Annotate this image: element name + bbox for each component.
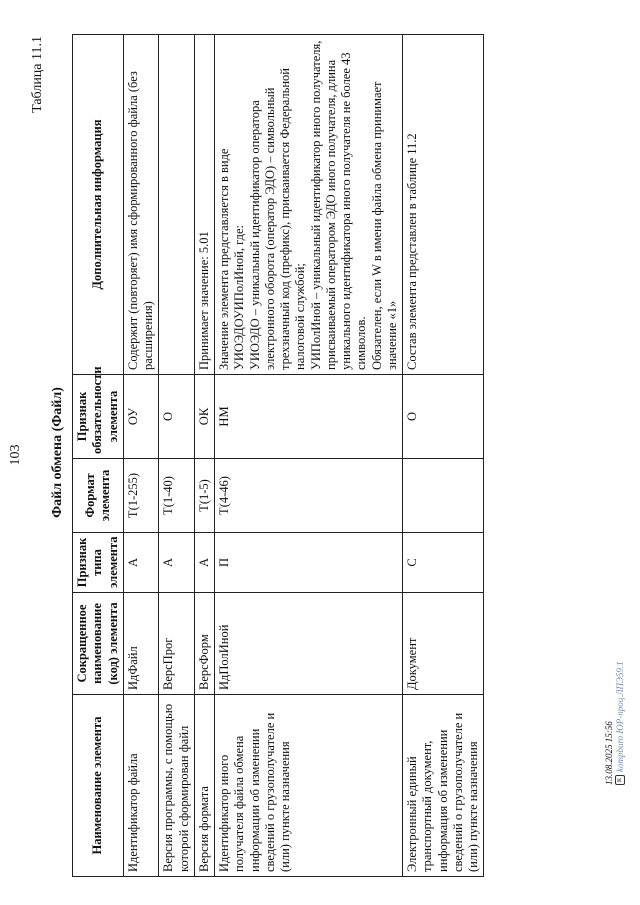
cell-format: T(4-46) — [215, 459, 403, 533]
cell-format — [403, 459, 484, 533]
file-exchange-table — [72, 34, 484, 877]
cell-type: А — [159, 533, 195, 593]
kompburo-logo-icon: К — [615, 775, 625, 785]
cell-required: О — [159, 375, 195, 459]
table-label: Таблица 11.1 — [30, 36, 45, 113]
cell-code: ВерсПрог — [159, 593, 195, 695]
cell-code: Документ — [403, 593, 484, 695]
table-row — [159, 35, 195, 877]
cell-required: О — [403, 375, 484, 459]
cell-required: ОК — [194, 375, 214, 459]
table-row — [215, 35, 403, 877]
cell-extra — [159, 35, 195, 375]
print-footer — [604, 661, 626, 785]
cell-name: Идентификатор иного получателя файла обмена информации об изменении сведений о грузополучателе и (или) пункте назначения — [215, 695, 403, 877]
header-code: Сокращенное наименование (код) элемента — [73, 593, 124, 695]
cell-name: Версия программы, с помощью которой сформирован файл — [159, 695, 195, 877]
header-extra: Дополнительная информация — [73, 35, 124, 375]
cell-type: П — [215, 533, 403, 593]
cell-extra: Принимает значение: 5.01 — [194, 35, 214, 375]
cell-extra: Содержит (повторяет) имя сформированного файла (без расширения) — [123, 35, 159, 375]
table-row — [194, 35, 214, 877]
cell-name: Версия формата — [194, 695, 214, 877]
cell-format: T(1-40) — [159, 459, 195, 533]
table-title: Файл обмена (Файл) — [50, 387, 65, 518]
print-timestamp: 13.08.2025 15:56 — [604, 721, 614, 785]
cell-name: Электронный единый транспортный документ, информация об изменении сведений о грузополучателе и (или) пункте назначения — [403, 695, 484, 877]
cell-name: Идентификатор файла — [123, 695, 159, 877]
table-header-row — [73, 35, 124, 877]
header-format: Формат элемента — [73, 459, 124, 533]
table-row — [123, 35, 159, 877]
header-type: Признак типа элемента — [73, 533, 124, 593]
page-number: 103 — [8, 444, 23, 466]
cell-code: ИдФайл — [123, 593, 159, 695]
cell-code: ВерсФорм — [194, 593, 214, 695]
header-name: Наименование элемента — [73, 695, 124, 877]
cell-format: T(1-5) — [194, 459, 214, 533]
cell-type: С — [403, 533, 484, 593]
cell-type: А — [194, 533, 214, 593]
print-watermark: kompburo ЮР-проц.ЛПЭ59.1 — [614, 661, 625, 772]
cell-format: T(1-255) — [123, 459, 159, 533]
cell-required: НМ — [215, 375, 403, 459]
cell-type: А — [123, 533, 159, 593]
cell-required: ОУ — [123, 375, 159, 459]
table-row — [403, 35, 484, 877]
cell-extra: Состав элемента представлен в таблице 11.2 — [403, 35, 484, 375]
cell-code: ИдПолИной — [215, 593, 403, 695]
print-watermark-line — [615, 661, 626, 785]
header-required: Признак обязательности элемента — [73, 375, 124, 459]
cell-extra: Значение элемента представляется в виде УИОЭДОУИПолИной, где: УИОЭДО – уникальный идентификатор оператора электронного оборота (оператор ЭДО) – символьный трехзначный код (префикс), присваивается Федеральной налоговой службой; УИПолИной – уникальный идентификатор иного получателя, присваиваемый оператором ЭДО иного получателя, длина уникального идентификатора иного получателя не более 43 символов. Обязателен, если W в имени файла обмена принимает значение «1» — [215, 35, 403, 375]
